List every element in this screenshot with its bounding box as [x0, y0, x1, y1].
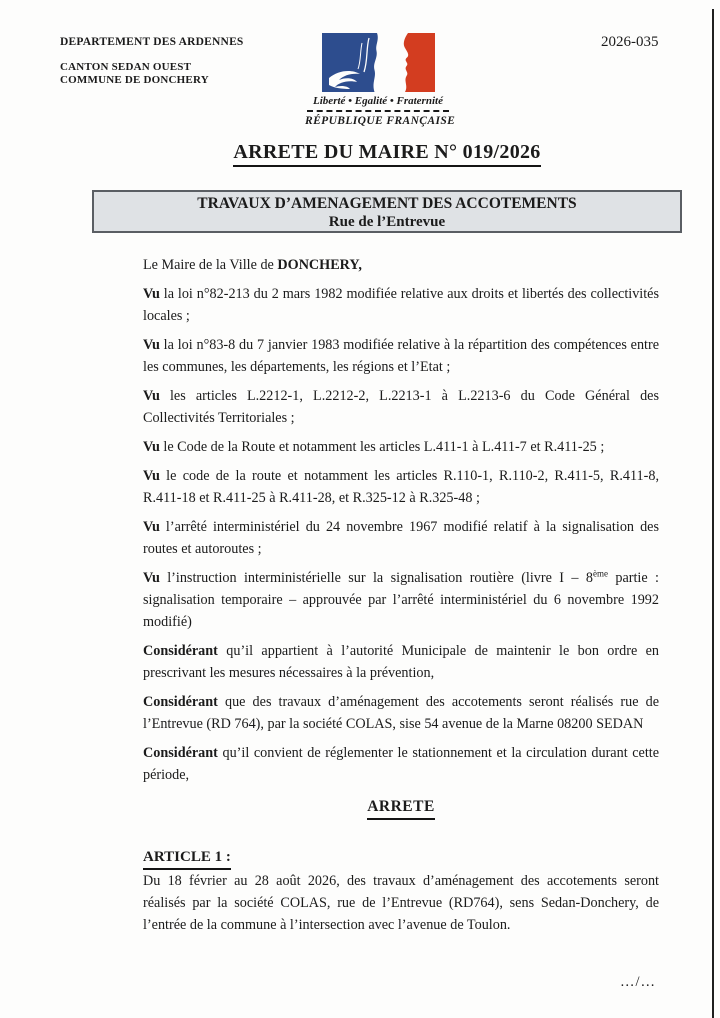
- subject-banner: [92, 190, 682, 233]
- recital-lead: Vu: [143, 439, 160, 455]
- recital-text: l’arrêté interministériel du 24 novembre 1967 modifié relatif à la signalisation des routes et autoroutes ;: [143, 519, 659, 557]
- arrete-heading: ARRETE: [367, 796, 435, 820]
- recital-paragraph: [143, 465, 659, 509]
- recital-lead: Vu: [143, 337, 160, 353]
- recital-paragraph: [143, 436, 659, 458]
- recital-paragraph: [143, 640, 659, 684]
- recital-lead: Vu: [143, 519, 160, 535]
- recital-paragraph: [143, 567, 659, 633]
- recital-paragraph: [143, 516, 659, 560]
- recital-paragraph: [143, 334, 659, 378]
- intro-commune-name: DONCHERY,: [277, 257, 362, 273]
- page-edge-scan-artifact: [712, 9, 714, 1018]
- canton-label: CANTON SEDAN OUEST: [60, 61, 192, 73]
- marianne-logo-icon: [322, 33, 435, 92]
- intro-paragraph: [143, 254, 659, 276]
- header-left-block: [60, 36, 244, 87]
- article1-heading-row: [143, 846, 659, 870]
- recital-text: le code de la route et notamment les articles R.110-1, R.110-2, R.411-5, R.411-8, R.411-18 et R.411-25 à R.411-28, et R.325-12 à R.325-48 ;: [143, 468, 660, 506]
- recital-text: la loi n°82-213 du 2 mars 1982 modifiée relative aux droits et libertés des collectivités locales ;: [143, 286, 659, 324]
- document-title: ARRETE DU MAIRE N° 019/2026: [233, 141, 540, 167]
- recital-text: partie : signalisation temporaire – approuvée par l’arrêté interministériel du 6 novembre 1992 modifié): [143, 570, 659, 630]
- banner-line1: TRAVAUX D’AMENAGEMENT DES ACCOTEMENTS: [197, 195, 577, 212]
- recital-text: que des travaux d’aménagement des accotements seront réalisés rue de l’Entrevue (RD 764), par la société COLAS, sise 54 avenue de la Marne 08200 SEDAN: [143, 694, 659, 732]
- recital-lead: Considérant: [143, 694, 218, 710]
- banner-line2: Rue de l’Entrevue: [328, 214, 446, 230]
- commune-label: COMMUNE DE DONCHERY: [60, 74, 209, 86]
- recital-paragraph: [143, 385, 659, 429]
- logo-motto: Liberté • Egalité • Fraternité: [313, 95, 443, 107]
- recital-lead: Vu: [143, 388, 160, 404]
- recital-text: les articles L.2212-1, L.2212-2, L.2213-1 à L.2213-6 du Code Général des Collectivités Territoriales ;: [143, 388, 660, 426]
- article1-text: Du 18 février au 28 août 2026, des travaux d’aménagement des accotements seront réalisés par la société COLAS, rue de l’Entrevue (RD764), sens Sedan-Donchery, de l’entrée de la commune à l’intersection avec l’avenue de Toulon.: [143, 873, 659, 933]
- arrete-heading-row: [143, 796, 659, 820]
- recital-paragraph: [143, 283, 659, 327]
- title-row: [92, 141, 682, 167]
- recital-text: le Code de la Route et notamment les articles L.411-1 à L.411-7 et R.411-25 ;: [163, 439, 605, 455]
- reference-number: 2026-035: [601, 34, 659, 50]
- recital-superscript: ème: [592, 568, 608, 579]
- recital-text: qu’il appartient à l’autorité Municipale de maintenir le bon ordre en prescrivant les mesures nécessaires à la prévention,: [143, 643, 660, 681]
- document-body: [143, 254, 659, 936]
- recital-lead: Vu: [143, 286, 160, 302]
- intro-pre: Le Maire de la Ville de: [143, 257, 278, 273]
- logo-dashed-rule: [307, 110, 449, 112]
- recital-lead: Vu: [143, 570, 160, 586]
- recital-text: la loi n°83-8 du 7 janvier 1983 modifiée relative à la répartition des compétences entre les communes, les départements, les régions et l’Etat ;: [143, 337, 660, 375]
- recital-lead: Considérant: [143, 745, 218, 761]
- recital-lead: Considérant: [143, 643, 218, 659]
- recital-paragraph: [143, 742, 659, 786]
- recital-lead: Vu: [143, 468, 160, 484]
- logo-republic-label: RÉPUBLIQUE FRANÇAISE: [305, 115, 456, 127]
- department-label: DEPARTEMENT DES ARDENNES: [60, 36, 244, 48]
- recital-paragraph: [143, 691, 659, 735]
- continuation-mark: …/…: [620, 974, 657, 990]
- article1-heading: ARTICLE 1 :: [143, 846, 231, 870]
- republique-francaise-logo: [305, 33, 456, 127]
- recital-text: qu’il convient de réglementer le stationnement et la circulation durant cette période,: [143, 745, 659, 783]
- recital-text: l’instruction interministérielle sur la signalisation routière (livre I – 8: [167, 570, 593, 586]
